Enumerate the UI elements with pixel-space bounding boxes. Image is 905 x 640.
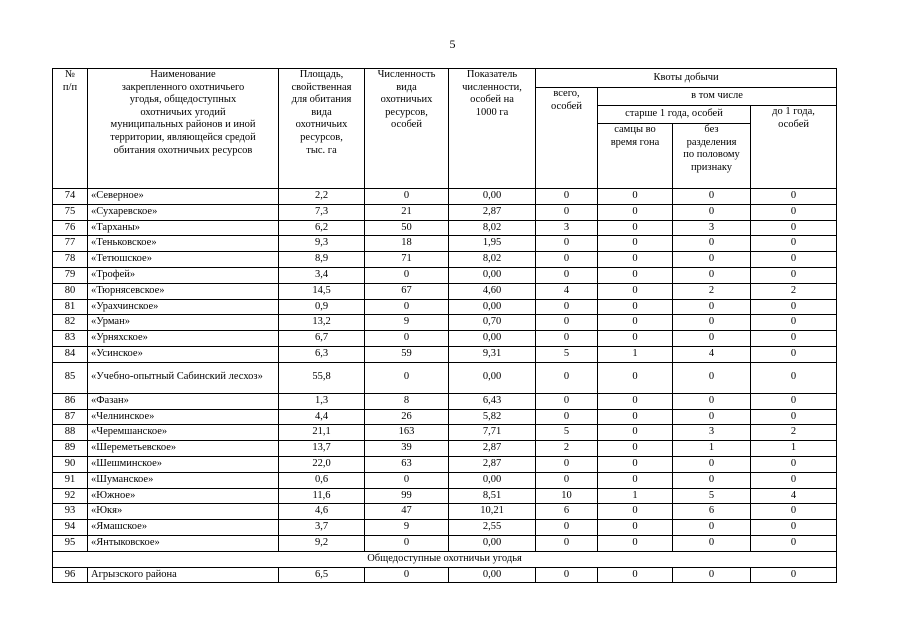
cell-males: 0 <box>598 204 673 220</box>
cell-area: 3,7 <box>279 520 365 536</box>
cell-unsexed: 0 <box>673 189 751 205</box>
cell-young: 0 <box>751 315 837 331</box>
cell-area: 8,9 <box>279 252 365 268</box>
cell-young: 0 <box>751 504 837 520</box>
cell-area: 6,3 <box>279 346 365 362</box>
cell-unsexed: 0 <box>673 535 751 551</box>
table-row <box>53 567 837 583</box>
cell-num: 79 <box>53 267 88 283</box>
cell-males: 0 <box>598 393 673 409</box>
cell-count: 9 <box>365 315 449 331</box>
cell-count: 8 <box>365 393 449 409</box>
cell-name: «Северное» <box>88 189 279 205</box>
cell-density: 6,43 <box>449 393 536 409</box>
cell-unsexed: 0 <box>673 456 751 472</box>
cell-area: 14,5 <box>279 283 365 299</box>
cell-unsexed: 2 <box>673 283 751 299</box>
cell-area: 55,8 <box>279 362 365 393</box>
cell-density: 4,60 <box>449 283 536 299</box>
cell-total: 6 <box>536 504 598 520</box>
cell-name: «Учебно-опытный Сабинский лесхоз» <box>88 362 279 393</box>
cell-name: «Урман» <box>88 315 279 331</box>
cell-young: 0 <box>751 346 837 362</box>
cell-density: 0,00 <box>449 472 536 488</box>
cell-young: 0 <box>751 567 837 583</box>
cell-density: 0,00 <box>449 362 536 393</box>
cell-num: 90 <box>53 456 88 472</box>
cell-density: 0,00 <box>449 189 536 205</box>
cell-young: 2 <box>751 283 837 299</box>
cell-unsexed: 0 <box>673 252 751 268</box>
cell-count: 18 <box>365 236 449 252</box>
cell-count: 50 <box>365 220 449 236</box>
cell-count: 9 <box>365 520 449 536</box>
cell-total: 0 <box>536 331 598 347</box>
cell-young: 0 <box>751 189 837 205</box>
cell-young: 0 <box>751 299 837 315</box>
cell-area: 9,2 <box>279 535 365 551</box>
cell-num: 83 <box>53 331 88 347</box>
cell-young: 0 <box>751 331 837 347</box>
cell-males: 0 <box>598 220 673 236</box>
cell-name: «Фазан» <box>88 393 279 409</box>
header-count: Численность вида охотничьих ресурсов, особей <box>365 69 449 189</box>
cell-area: 3,4 <box>279 267 365 283</box>
cell-total: 0 <box>536 393 598 409</box>
cell-num: 94 <box>53 520 88 536</box>
table-row <box>53 283 837 299</box>
cell-young: 0 <box>751 362 837 393</box>
cell-young: 0 <box>751 520 837 536</box>
cell-males: 0 <box>598 441 673 457</box>
cell-males: 0 <box>598 472 673 488</box>
section-title: Общедоступные охотничьи угодья <box>53 551 837 567</box>
cell-total: 0 <box>536 252 598 268</box>
cell-count: 0 <box>365 535 449 551</box>
table-row <box>53 236 837 252</box>
cell-young: 0 <box>751 252 837 268</box>
table-row <box>53 535 837 551</box>
cell-density: 0,00 <box>449 299 536 315</box>
cell-total: 4 <box>536 283 598 299</box>
table-row <box>53 425 837 441</box>
cell-density: 1,95 <box>449 236 536 252</box>
cell-num: 84 <box>53 346 88 362</box>
cell-area: 6,7 <box>279 331 365 347</box>
cell-density: 9,31 <box>449 346 536 362</box>
cell-name: «Шешминское» <box>88 456 279 472</box>
cell-name: «Тюрнясевское» <box>88 283 279 299</box>
hunting-quota-table <box>52 68 837 583</box>
cell-density: 0,00 <box>449 331 536 347</box>
cell-unsexed: 0 <box>673 315 751 331</box>
table-row <box>53 204 837 220</box>
cell-name: «Усинское» <box>88 346 279 362</box>
cell-name: «Янтыковское» <box>88 535 279 551</box>
cell-area: 13,2 <box>279 315 365 331</box>
cell-males: 0 <box>598 236 673 252</box>
cell-name: «Теньковское» <box>88 236 279 252</box>
cell-count: 0 <box>365 331 449 347</box>
table-row <box>53 409 837 425</box>
cell-num: 85 <box>53 362 88 393</box>
cell-total: 0 <box>536 189 598 205</box>
cell-name: «Шуманское» <box>88 472 279 488</box>
cell-males: 0 <box>598 456 673 472</box>
cell-name: «Тетюшское» <box>88 252 279 268</box>
table-row <box>53 189 837 205</box>
cell-young: 0 <box>751 472 837 488</box>
cell-unsexed: 1 <box>673 441 751 457</box>
cell-name: «Урняхское» <box>88 331 279 347</box>
cell-density: 2,87 <box>449 456 536 472</box>
cell-unsexed: 0 <box>673 567 751 583</box>
cell-young: 2 <box>751 425 837 441</box>
cell-name: «Юкя» <box>88 504 279 520</box>
cell-density: 8,02 <box>449 220 536 236</box>
cell-total: 0 <box>536 520 598 536</box>
cell-total: 3 <box>536 220 598 236</box>
cell-name: «Урахчинское» <box>88 299 279 315</box>
cell-count: 47 <box>365 504 449 520</box>
cell-young: 0 <box>751 409 837 425</box>
cell-males: 0 <box>598 252 673 268</box>
cell-area: 6,5 <box>279 567 365 583</box>
table-row <box>53 472 837 488</box>
cell-unsexed: 4 <box>673 346 751 362</box>
cell-num: 77 <box>53 236 88 252</box>
table-row <box>53 299 837 315</box>
cell-density: 2,55 <box>449 520 536 536</box>
cell-density: 2,87 <box>449 441 536 457</box>
cell-name: «Сухаревское» <box>88 204 279 220</box>
cell-name: «Ямашское» <box>88 520 279 536</box>
cell-area: 13,7 <box>279 441 365 457</box>
cell-males: 0 <box>598 567 673 583</box>
cell-unsexed: 0 <box>673 409 751 425</box>
cell-young: 0 <box>751 204 837 220</box>
cell-area: 11,6 <box>279 488 365 504</box>
cell-density: 8,02 <box>449 252 536 268</box>
cell-total: 2 <box>536 441 598 457</box>
cell-count: 26 <box>365 409 449 425</box>
table-row <box>53 252 837 268</box>
cell-num: 91 <box>53 472 88 488</box>
cell-males: 0 <box>598 283 673 299</box>
cell-num: 86 <box>53 393 88 409</box>
cell-name: «Тарханы» <box>88 220 279 236</box>
cell-area: 21,1 <box>279 425 365 441</box>
cell-num: 88 <box>53 425 88 441</box>
cell-density: 10,21 <box>449 504 536 520</box>
cell-unsexed: 5 <box>673 488 751 504</box>
cell-area: 6,2 <box>279 220 365 236</box>
cell-count: 59 <box>365 346 449 362</box>
table-row <box>53 362 837 393</box>
cell-count: 0 <box>365 472 449 488</box>
cell-num: 95 <box>53 535 88 551</box>
page-number: 5 <box>449 37 456 51</box>
cell-males: 0 <box>598 315 673 331</box>
cell-count: 21 <box>365 204 449 220</box>
cell-num: 78 <box>53 252 88 268</box>
cell-unsexed: 0 <box>673 267 751 283</box>
cell-total: 0 <box>536 236 598 252</box>
header-males: самцы во время гона <box>598 124 673 189</box>
header-younger: до 1 года, особей <box>751 106 837 189</box>
cell-name: «Черемшанское» <box>88 425 279 441</box>
cell-num: 89 <box>53 441 88 457</box>
cell-count: 67 <box>365 283 449 299</box>
cell-count: 99 <box>365 488 449 504</box>
cell-total: 10 <box>536 488 598 504</box>
cell-unsexed: 3 <box>673 425 751 441</box>
header-total: всего, особей <box>536 88 598 189</box>
cell-area: 9,3 <box>279 236 365 252</box>
cell-count: 39 <box>365 441 449 457</box>
cell-total: 0 <box>536 472 598 488</box>
table-row <box>53 504 837 520</box>
cell-unsexed: 0 <box>673 472 751 488</box>
header-num: № п/п <box>53 69 88 189</box>
cell-num: 75 <box>53 204 88 220</box>
cell-num: 96 <box>53 567 88 583</box>
cell-area: 0,9 <box>279 299 365 315</box>
cell-males: 0 <box>598 267 673 283</box>
cell-num: 81 <box>53 299 88 315</box>
cell-young: 1 <box>751 441 837 457</box>
cell-young: 0 <box>751 535 837 551</box>
cell-density: 7,71 <box>449 425 536 441</box>
cell-unsexed: 0 <box>673 299 751 315</box>
cell-area: 2,2 <box>279 189 365 205</box>
cell-num: 76 <box>53 220 88 236</box>
cell-count: 0 <box>365 267 449 283</box>
cell-males: 0 <box>598 299 673 315</box>
cell-count: 63 <box>365 456 449 472</box>
cell-young: 4 <box>751 488 837 504</box>
table-row <box>53 393 837 409</box>
cell-total: 0 <box>536 362 598 393</box>
cell-area: 4,6 <box>279 504 365 520</box>
cell-young: 0 <box>751 456 837 472</box>
cell-total: 5 <box>536 425 598 441</box>
cell-density: 8,51 <box>449 488 536 504</box>
cell-young: 0 <box>751 236 837 252</box>
cell-area: 1,3 <box>279 393 365 409</box>
cell-males: 0 <box>598 520 673 536</box>
cell-area: 7,3 <box>279 204 365 220</box>
cell-males: 0 <box>598 189 673 205</box>
table-body <box>53 189 837 583</box>
cell-count: 0 <box>365 567 449 583</box>
table-row <box>53 267 837 283</box>
cell-total: 0 <box>536 204 598 220</box>
header-area: Площадь, свойственная для обитания вида охотничьих ресурсов, тыс. га <box>279 69 365 189</box>
cell-total: 0 <box>536 409 598 425</box>
table-row <box>53 441 837 457</box>
cell-area: 0,6 <box>279 472 365 488</box>
header-name: Наименование закрепленного охотничьего угодья, общедоступных охотничьих угодий муниципальных районов и иной территории, являющейся средой обитания охотничьих ресурсов <box>88 69 279 189</box>
cell-area: 22,0 <box>279 456 365 472</box>
cell-count: 0 <box>365 189 449 205</box>
cell-name: «Южное» <box>88 488 279 504</box>
table-row <box>53 346 837 362</box>
cell-num: 92 <box>53 488 88 504</box>
cell-unsexed: 0 <box>673 204 751 220</box>
cell-unsexed: 0 <box>673 331 751 347</box>
cell-density: 0,00 <box>449 267 536 283</box>
cell-count: 0 <box>365 299 449 315</box>
header-density: Показатель численности, особей на 1000 га <box>449 69 536 189</box>
cell-count: 163 <box>365 425 449 441</box>
cell-num: 93 <box>53 504 88 520</box>
table-row <box>53 331 837 347</box>
table-row <box>53 220 837 236</box>
cell-unsexed: 6 <box>673 504 751 520</box>
cell-name: «Шереметьевское» <box>88 441 279 457</box>
cell-name: Агрызского района <box>88 567 279 583</box>
cell-num: 80 <box>53 283 88 299</box>
cell-males: 0 <box>598 362 673 393</box>
header-including: в том числе <box>598 88 837 106</box>
cell-unsexed: 3 <box>673 220 751 236</box>
cell-young: 0 <box>751 393 837 409</box>
cell-total: 0 <box>536 299 598 315</box>
cell-males: 1 <box>598 488 673 504</box>
cell-count: 71 <box>365 252 449 268</box>
cell-young: 0 <box>751 267 837 283</box>
cell-total: 5 <box>536 346 598 362</box>
cell-males: 0 <box>598 504 673 520</box>
cell-total: 0 <box>536 535 598 551</box>
cell-males: 0 <box>598 409 673 425</box>
cell-density: 5,82 <box>449 409 536 425</box>
cell-unsexed: 0 <box>673 520 751 536</box>
cell-area: 4,4 <box>279 409 365 425</box>
cell-density: 0,00 <box>449 567 536 583</box>
cell-unsexed: 0 <box>673 393 751 409</box>
cell-num: 82 <box>53 315 88 331</box>
cell-total: 0 <box>536 456 598 472</box>
table-row <box>53 520 837 536</box>
cell-name: «Челнинское» <box>88 409 279 425</box>
cell-males: 0 <box>598 331 673 347</box>
table-row <box>53 456 837 472</box>
cell-density: 2,87 <box>449 204 536 220</box>
header-quotas: Квоты добычи <box>536 69 837 88</box>
cell-total: 0 <box>536 267 598 283</box>
cell-num: 74 <box>53 189 88 205</box>
cell-num: 87 <box>53 409 88 425</box>
cell-unsexed: 0 <box>673 236 751 252</box>
table-row <box>53 315 837 331</box>
cell-total: 0 <box>536 567 598 583</box>
cell-males: 1 <box>598 346 673 362</box>
cell-males: 0 <box>598 535 673 551</box>
cell-count: 0 <box>365 362 449 393</box>
cell-total: 0 <box>536 315 598 331</box>
cell-unsexed: 0 <box>673 362 751 393</box>
header-older: старше 1 года, особей <box>598 106 751 124</box>
table-row <box>53 488 837 504</box>
section-row <box>53 551 837 567</box>
cell-name: «Трофей» <box>88 267 279 283</box>
cell-density: 0,00 <box>449 535 536 551</box>
cell-density: 0,70 <box>449 315 536 331</box>
header-unsexed: без разделения по половому признаку <box>673 124 751 189</box>
cell-males: 0 <box>598 425 673 441</box>
cell-young: 0 <box>751 220 837 236</box>
